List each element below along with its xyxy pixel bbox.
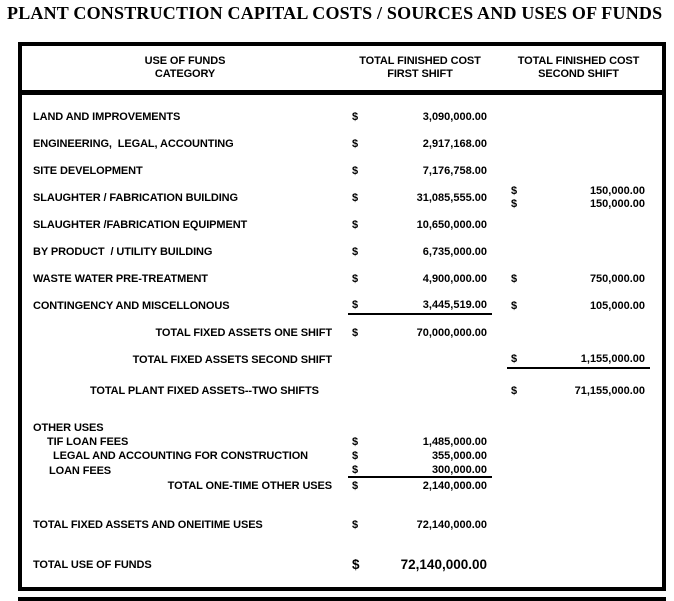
header-line: FIRST SHIFT (387, 68, 453, 80)
first-shift-amount: 70,000,000.00 (416, 326, 487, 339)
table-row (22, 511, 662, 538)
first-shift-amount: 7,176,758.00 (422, 164, 487, 177)
dollar-sign: $ (352, 436, 359, 448)
dollar-sign: $ (352, 518, 359, 531)
table-row (22, 103, 662, 130)
second-shift-amount-line (507, 383, 650, 399)
first-shift-cell (348, 217, 492, 233)
row-label: SITE DEVELOPMENT (33, 164, 143, 177)
second-shift-amount: 71,155,000.00 (574, 384, 645, 397)
row-label: LEGAL AND ACCOUNTING FOR CONSTRUCTION (53, 450, 308, 462)
table-row (22, 319, 662, 346)
first-shift-amount: 2,917,168.00 (422, 137, 487, 150)
dollar-sign: $ (511, 272, 518, 285)
first-shift-cell (348, 244, 492, 260)
dollar-sign: $ (352, 110, 359, 123)
table-row (22, 184, 662, 211)
row-label: CONTINGENCY AND MISCELLONOUS (33, 299, 230, 312)
row-label: SLAUGHTER /FABRICATION EQUIPMENT (33, 218, 248, 231)
second-shift-cell (507, 351, 650, 369)
first-shift-amount: 3,445,519.00 (422, 298, 487, 311)
row-label: ENGINEERING, LEGAL, ACCOUNTING (33, 137, 234, 150)
first-shift-amount-line (348, 136, 492, 152)
header-line: CATEGORY (154, 68, 216, 80)
second-shift-amount: 150,000.00 (589, 185, 645, 197)
first-shift-amount: 4,900,000.00 (422, 272, 487, 285)
row-label: TOTAL USE OF FUNDS (33, 558, 152, 571)
dollar-sign: $ (511, 198, 518, 210)
header-line: TOTAL FINISHED COST (359, 55, 481, 67)
header-line: SECOND SHIFT (538, 68, 619, 80)
table-body (22, 103, 662, 578)
first-shift-amount-line (348, 450, 492, 463)
dollar-sign: $ (511, 352, 518, 365)
dollar-sign: $ (352, 191, 359, 204)
table-row (22, 377, 662, 404)
row-label: BY PRODUCT / UTILITY BUILDING (33, 245, 213, 258)
second-shift-amount: 150,000.00 (589, 198, 645, 210)
dollar-sign: $ (352, 164, 359, 177)
first-shift-amount: 72,140,000.00 (400, 557, 487, 572)
dollar-sign: $ (352, 218, 359, 231)
dollar-sign: $ (352, 326, 359, 339)
dollar-sign: $ (352, 272, 359, 285)
first-shift-amount-line (348, 190, 492, 206)
first-shift-amount: 1,485,000.00 (422, 436, 487, 448)
first-shift-cell (348, 271, 492, 287)
first-shift-cell (348, 163, 492, 179)
dollar-sign: $ (352, 298, 359, 311)
row-label: TOTAL FIXED ASSETS ONE SHIFT (155, 326, 332, 339)
table-row (22, 346, 662, 373)
first-shift-amount: 2,140,000.00 (422, 480, 487, 492)
first-shift-amount: 6,735,000.00 (422, 245, 487, 258)
row-label: TIF LOAN FEES (47, 436, 129, 448)
second-shift-amount-line (507, 271, 650, 287)
table-row (22, 292, 662, 319)
first-shift-amount-line (348, 463, 492, 478)
dollar-sign: $ (511, 299, 518, 312)
first-shift-amount-line (348, 271, 492, 287)
table-row (22, 211, 662, 238)
table-row (22, 479, 662, 493)
page-title: PLANT CONSTRUCTION CAPITAL COSTS / SOURCES AND USES OF FUNDS (7, 3, 663, 23)
second-shift-amount: 105,000.00 (589, 299, 645, 312)
first-shift-amount: 300,000.00 (431, 463, 487, 476)
first-shift-amount: 3,090,000.00 (422, 110, 487, 123)
row-label: LAND AND IMPROVEMENTS (33, 110, 181, 123)
first-shift-amount-line (348, 480, 492, 493)
table-header-row (22, 46, 662, 95)
row-label: WASTE WATER PRE-TREATMENT (33, 272, 208, 285)
first-shift-amount-line (348, 244, 492, 260)
second-shift-amount-line (507, 298, 650, 314)
dollar-sign: $ (352, 245, 359, 258)
header-line: TOTAL FINISHED COST (517, 55, 640, 67)
table-row (22, 265, 662, 292)
table-row (22, 238, 662, 265)
table-row (22, 551, 662, 578)
first-shift-cell (348, 557, 492, 573)
first-shift-amount-line (348, 325, 492, 341)
row-label: OTHER USES (33, 422, 104, 434)
row-label: LOAN FEES (49, 464, 112, 477)
first-shift-amount-line (348, 217, 492, 233)
first-shift-amount: 72,140,000.00 (416, 518, 487, 531)
first-shift-cell (348, 109, 492, 125)
dollar-sign: $ (352, 480, 359, 492)
table-row (22, 463, 662, 477)
row-label: SLAUGHTER / FABRICATION BUILDING (33, 191, 238, 204)
first-shift-amount-line (348, 557, 492, 573)
second-shift-cell (507, 383, 650, 399)
row-label: TOTAL FIXED ASSETS SECOND SHIFT (132, 353, 332, 366)
first-shift-amount-line (348, 163, 492, 179)
dollar-sign: $ (352, 137, 359, 150)
first-shift-cell (348, 297, 492, 315)
first-shift-cell (348, 325, 492, 341)
first-shift-amount-line (348, 436, 492, 449)
first-shift-amount-line (348, 517, 492, 533)
header-line: USE OF FUNDS (144, 55, 226, 67)
row-label: TOTAL PLANT FIXED ASSETS--TWO SHIFTS (90, 384, 319, 397)
first-shift-amount-line (348, 297, 492, 315)
first-shift-amount: 31,085,555.00 (416, 191, 487, 204)
first-shift-cell (348, 480, 492, 493)
dollar-sign: $ (511, 185, 518, 197)
first-shift-cell (348, 436, 492, 449)
second-shift-cell (507, 271, 650, 287)
second-shift-amount-line (507, 185, 650, 198)
table-row (22, 130, 662, 157)
first-shift-amount: 355,000.00 (431, 450, 487, 462)
second-shift-cell (507, 185, 650, 211)
dollar-sign: $ (511, 384, 518, 397)
first-shift-cell (348, 136, 492, 152)
header-total-finished-cost-second-shift (507, 55, 650, 81)
next-section-box-top-edge (18, 597, 666, 601)
first-shift-cell (348, 190, 492, 206)
first-shift-amount-line (348, 109, 492, 125)
second-shift-amount-line (507, 198, 650, 211)
table-row (22, 157, 662, 184)
use-of-funds-table (18, 42, 666, 591)
table-row (22, 449, 662, 463)
second-shift-cell (507, 298, 650, 314)
table-row (22, 421, 662, 435)
first-shift-cell (348, 463, 492, 478)
header-use-of-funds-category (22, 55, 348, 81)
dollar-sign: $ (352, 450, 359, 462)
second-shift-amount: 1,155,000.00 (580, 352, 645, 365)
table-row (22, 435, 662, 449)
dollar-sign: $ (352, 557, 360, 572)
first-shift-cell (348, 517, 492, 533)
second-shift-amount-line (507, 351, 650, 369)
second-shift-amount: 750,000.00 (589, 272, 645, 285)
first-shift-cell (348, 450, 492, 463)
dollar-sign: $ (352, 463, 359, 476)
first-shift-amount: 10,650,000.00 (416, 218, 487, 231)
header-total-finished-cost-first-shift (348, 55, 492, 81)
row-label: TOTAL ONE-TIME OTHER USES (167, 480, 332, 492)
row-label: TOTAL FIXED ASSETS AND ONEITIME USES (33, 518, 263, 531)
